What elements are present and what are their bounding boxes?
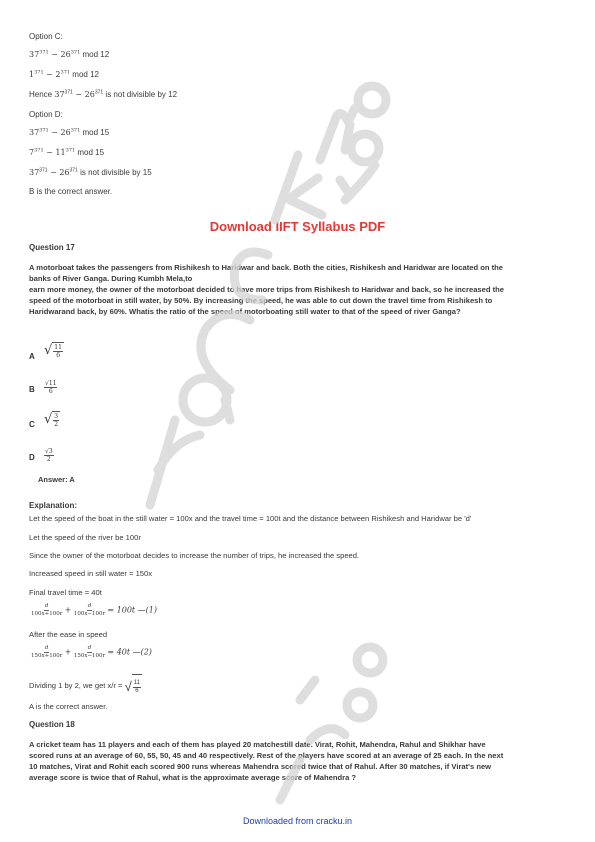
explanation-title: Explanation:: [29, 501, 78, 510]
option-a-math: √ $\frac{11}{6}$: [44, 343, 62, 359]
option-a-letter: A: [29, 352, 35, 361]
option-c-conclusion: Hence $37^{371} - 26^{371}$ is not divisible by 12: [29, 89, 178, 99]
option-c-letter: C: [29, 420, 35, 429]
option-d-letter: D: [29, 453, 35, 462]
option-d-label: Option D:: [29, 110, 63, 119]
question-18-text: A cricket team has 11 players and each of them has played 20 matchestill date. Virat, Rohit, Mahendra, Rahul and Shikhar have scored runs at an average of 60, 55, 50, 45 and 40 respectively. Rest of the players have scored at an average of 25 each. In the next 10 matches, Virat and Rohit each scored 900 runs whereas Mahendra scored twice that of Rahul. After 30 matches, if Virat's new average score is twice that of Rahul, what is the approximate average score of Mahendra ?: [29, 740, 504, 782]
option-d-conclusion: $37^{371} - 26^{371}$ is not divisible by 15: [29, 167, 152, 177]
equation-2: $\frac{d}{150x+100r}$ + $\frac{d}{150x-100r}$ = 40t —(2): [31, 645, 152, 659]
question-18-title: Question 18: [29, 720, 75, 729]
footer-link[interactable]: Downloaded from cracku.in: [242, 816, 353, 826]
explanation-line-2: Let the speed of the river be 100r: [29, 533, 141, 542]
option-d-math: $\frac{√3}{2}$: [45, 448, 53, 463]
equation-1: $\frac{d}{100x+100r}$ + $\frac{d}{100x-100r}$ = 100t —(1): [31, 603, 158, 617]
explanation-line-4: Increased speed in still water = 150x: [29, 569, 153, 578]
option-b-math: $\frac{√11}{6}$: [45, 380, 57, 395]
question-17-title: Question 17: [29, 243, 75, 252]
option-d-expr2: $7^{371} - 11^{371}$ mod 15: [29, 147, 105, 157]
explanation-line-3: Since the owner of the motorboat decides to increase the number of trips, he increased the speed.: [29, 551, 360, 560]
option-c-expr2: $1^{371} - 2^{371}$ mod 12: [29, 69, 99, 79]
question-17-text: A motorboat takes the passengers from Rishikesh to Haridwar and back. Both the cities, Rishikesh and Haridwar are located on the banks of River Ganga. During Kumbh Mela,to earn more money, the owner of the motorboat decided to have more trips from Rishikesh to Haridwar and back, so he increased the speed of the motorboat in still water, by 50%. By increasing the speed, he was able to cut down the travel time from Rishikesh to Haridwarand back, by 60%. Whatis the ratio of the speed of motorboating still water to that of the speed of river Ganga?: [29, 263, 504, 316]
explanation-line-8: A is the correct answer.: [29, 702, 108, 711]
option-c-math: √ $\frac{3}{2}$: [44, 412, 59, 428]
explanation-line-7: Dividing 1 by 2, we get x/r = √ $\frac{11}{6}$: [29, 674, 142, 698]
option-c-label: Option C:: [29, 32, 63, 41]
option-d-expr1: $37^{371} - 26^{371}$ mod 15: [29, 127, 110, 137]
b-correct-answer: B is the correct answer.: [29, 187, 113, 196]
option-c-expr1: $37^{371} - 26^{371}$ mod 12: [29, 49, 110, 59]
option-b-letter: B: [29, 385, 35, 394]
explanation-line-5: Final travel time = 40t: [29, 588, 102, 597]
explanation-line-6: After the ease in speed: [29, 630, 108, 639]
answer-label: Answer: A: [38, 475, 75, 484]
download-syllabus-link[interactable]: Download IIFT Syllabus PDF: [209, 219, 386, 234]
explanation-line-1: Let the speed of the boat in the still water = 100x and the travel time = 100t and the distance between Rishikesh and Haridwar be 'd': [29, 514, 472, 523]
